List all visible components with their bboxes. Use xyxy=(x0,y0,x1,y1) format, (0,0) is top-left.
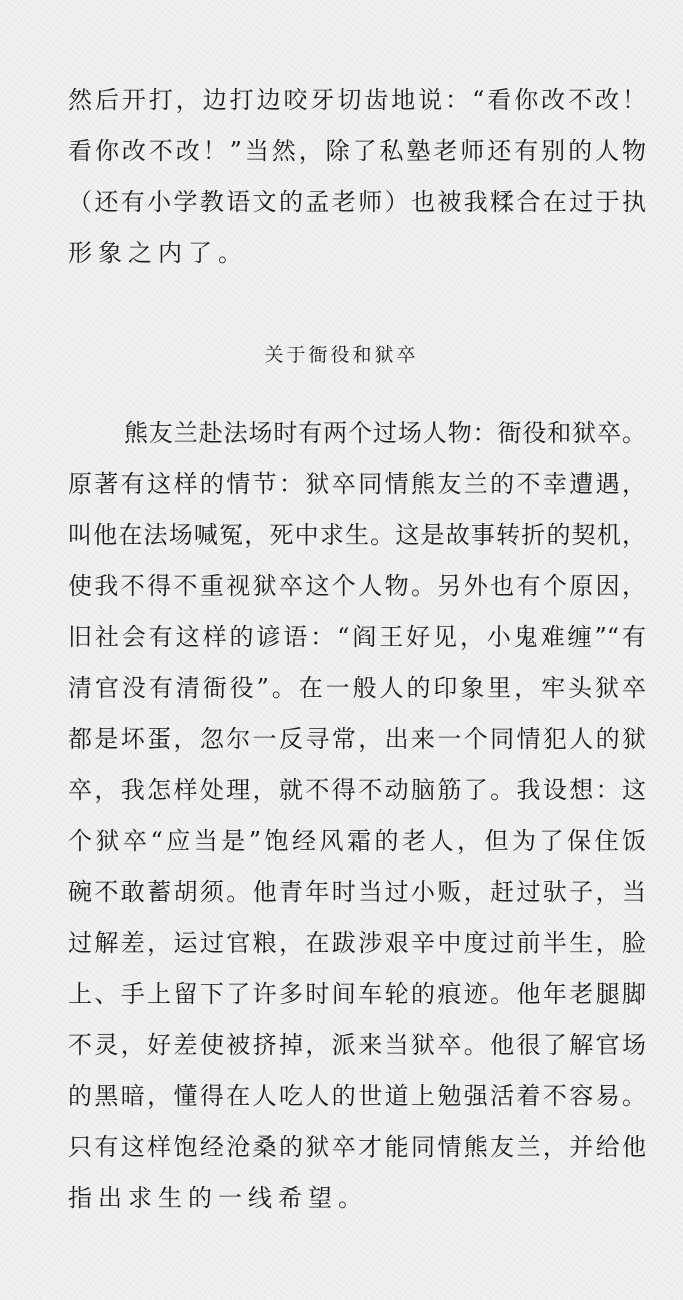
text-line: 都是坏蛋，忽尔一反寻常，出来一个同情犯人的狱 xyxy=(68,725,646,753)
text-line: 碗不敢蓄胡须。他青年时当过小贩，赶过驮子，当 xyxy=(68,878,646,906)
text-line: 熊友兰赴法场时有两个过场人物：衙役和狱卒。 xyxy=(124,419,646,447)
text-line: 指出求生的一线希望。 xyxy=(68,1184,368,1212)
text-line: （还有小学教语文的孟老师）也被我糅合在过于执 xyxy=(68,188,646,216)
text-line: 使我不得不重视狱卒这个人物。另外也有个原因， xyxy=(68,572,646,600)
section-heading: 关于衙役和狱卒 xyxy=(264,344,419,366)
text-line: 清官没有清衙役”。在一般人的印象里，牢头狱卒 xyxy=(68,674,646,702)
text-line: 过解差，运过官粮，在跋涉艰辛中度过前半生，脸 xyxy=(68,929,646,957)
text-line: 的黑暗，懂得在人吃人的世道上勉强活着不容易。 xyxy=(68,1082,646,1110)
text-line: 不灵，好差使被挤掉，派来当狱卒。他很了解官场 xyxy=(68,1031,646,1059)
text-line: 只有这样饱经沧桑的狱卒才能同情熊友兰，并给他 xyxy=(68,1133,646,1161)
text-line: 然后开打，边打边咬牙切齿地说：“看你改不改！ xyxy=(68,86,646,114)
text-line: 叫他在法场喊冤，死中求生。这是故事转折的契机， xyxy=(68,521,646,549)
text-line: 旧社会有这样的谚语：“阎王好见，小鬼难缠”“有 xyxy=(68,623,646,651)
text-line: 上、手上留下了许多时间车轮的痕迹。他年老腿脚 xyxy=(68,980,646,1008)
text-line: 个狱卒“应当是”饱经风霜的老人，但为了保住饭 xyxy=(68,827,646,855)
text-line: 形象之内了。 xyxy=(68,239,248,267)
text-line: 卒，我怎样处理，就不得不动脑筋了。我设想：这 xyxy=(68,776,646,804)
paragraph xyxy=(68,408,646,1224)
text-line: 原著有这样的情节：狱卒同情熊友兰的不幸遭遇， xyxy=(68,470,646,498)
text-line: 看你改不改！”当然，除了私塾老师还有别的人物 xyxy=(68,137,646,165)
paragraph-continued xyxy=(68,75,646,279)
